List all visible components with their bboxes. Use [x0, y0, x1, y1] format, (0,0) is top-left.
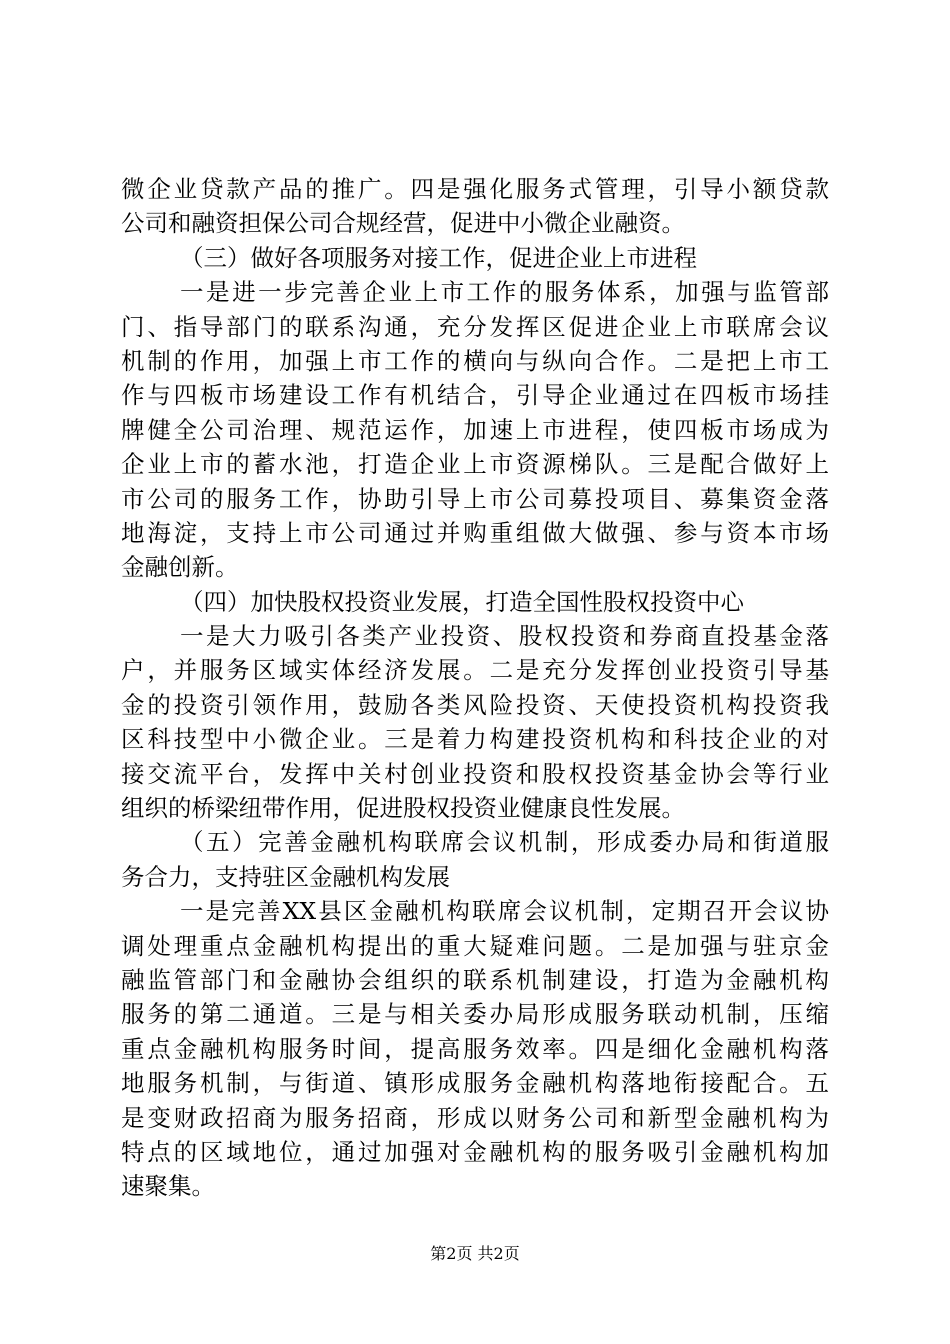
text-line: 特点的区域地位，通过加强对金融机构的服务吸引金融机构加: [121, 1137, 829, 1166]
text-line: （五）完善金融机构联席会议机制，形成委办局和街道服: [180, 828, 829, 857]
text-line: 是变财政招商为服务招商，形成以财务公司和新型金融机构为: [121, 1103, 829, 1132]
text-line: 公司和融资担保公司合规经营，促进中小微企业融资。: [121, 209, 685, 238]
text-line: （三）做好各项服务对接工作，促进企业上市进程: [180, 243, 697, 272]
page-footer: 第2页 共2页: [430, 1244, 520, 1263]
text-line: 一是进一步完善企业上市工作的服务体系，加强与监管部: [180, 278, 829, 307]
text-line: 市公司的服务工作，协助引导上市公司募投项目、募集资金落: [121, 484, 829, 513]
text-line: 调处理重点金融机构提出的重大疑难问题。二是加强与驻京金: [121, 931, 829, 960]
text-line: 服务的第二通道。三是与相关委办局形成服务联动机制，压缩: [121, 1000, 829, 1029]
text-line: 作与四板市场建设工作有机结合，引导企业通过在四板市场挂: [121, 381, 829, 410]
text-line: 融监管部门和金融协会组织的联系机制建设，打造为金融机构: [121, 965, 829, 994]
text-line: 门、指导部门的联系沟通，充分发挥区促进企业上市联席会议: [121, 312, 829, 341]
text-line: 区科技型中小微企业。三是着力构建投资机构和科技企业的对: [121, 725, 829, 754]
text-line: 一是大力吸引各类产业投资、股权投资和券商直投基金落: [180, 622, 829, 651]
text-line: 户，并服务区域实体经济发展。二是充分发挥创业投资引导基: [121, 656, 829, 685]
text-line: 务合力，支持驻区金融机构发展: [121, 862, 450, 891]
text-line: （四）加快股权投资业发展，打造全国性股权投资中心: [180, 587, 744, 616]
text-line: 牌健全公司治理、规范运作，加速上市进程，使四板市场成为: [121, 415, 829, 444]
text-line: 速聚集。: [121, 1172, 215, 1201]
text-line: 企业上市的蓄水池，打造企业上市资源梯队。三是配合做好上: [121, 450, 829, 479]
text-line: 一是完善XX县区金融机构联席会议机制，定期召开会议协: [180, 897, 829, 926]
text-line: 重点金融机构服务时间，提高服务效率。四是细化金融机构落: [121, 1034, 829, 1063]
text-line: 地服务机制，与街道、镇形成服务金融机构落地衔接配合。五: [121, 1069, 829, 1098]
text-line: 组织的桥梁纽带作用，促进股权投资业健康良性发展。: [121, 794, 685, 823]
text-line: 微企业贷款产品的推广。四是强化服务式管理，引导小额贷款: [121, 175, 829, 203]
text-line: 接交流平台，发挥中关村创业投资和股权投资基金协会等行业: [121, 759, 829, 788]
text-line: 金的投资引领作用，鼓励各类风险投资、天使投资机构投资我: [121, 690, 829, 719]
text-line: 地海淀，支持上市公司通过并购重组做大做强、参与资本市场: [121, 518, 829, 547]
text-line: 金融创新。: [121, 553, 239, 582]
text-line: 机制的作用，加强上市工作的横向与纵向合作。二是把上市工: [121, 346, 829, 375]
document-body: [121, 172, 829, 1204]
